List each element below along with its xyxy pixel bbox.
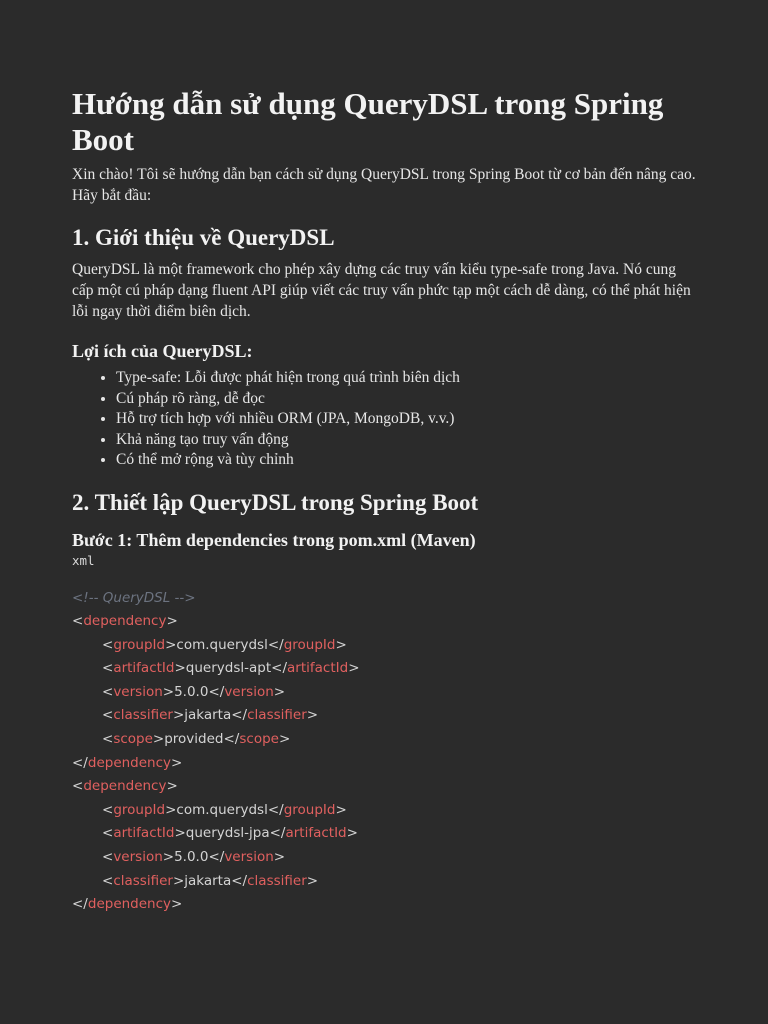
xml-value: 5.0.0 — [174, 849, 209, 866]
xml-value: querydsl-apt — [185, 660, 272, 677]
xml-tag: version — [224, 849, 274, 866]
code-line: <artifactId>querydsl-apt</artifactId> — [102, 660, 360, 677]
code-line — [72, 587, 696, 611]
xml-tag: classifier — [113, 872, 173, 889]
xml-tag: dependency — [83, 613, 167, 630]
xml-tag: scope — [239, 731, 279, 748]
xml-value: jakarta — [184, 872, 232, 889]
xml-tag: artifactId — [113, 660, 175, 677]
code-line: <dependency> — [72, 778, 178, 795]
xml-tag: groupId — [283, 636, 336, 653]
xml-value: querydsl-jpa — [185, 825, 270, 842]
xml-tag: dependency — [87, 754, 172, 771]
xml-tag: dependency — [87, 896, 172, 913]
list-item: • Cú pháp rõ ràng, dễ đọc — [116, 389, 696, 410]
benefits-heading: Lợi ích của QueryDSL: — [72, 341, 253, 361]
section1-paragraph: QueryDSL là một framework cho phép xây dựng các truy vấn kiểu type-safe trong Java. Nó cung cấp một cú pháp dạng fluent API giúp viết các truy vấn phức tạp một cách dễ dàng, có thể phát hiện lỗi ngay thời điểm biên dịch. — [72, 261, 691, 320]
list-item: • Type-safe: Lỗi được phát hiện trong quá trình biên dịch — [116, 368, 696, 389]
code-line: <classifier>jakarta</classifier> — [102, 707, 319, 724]
xml-tag: groupId — [113, 636, 166, 653]
code-line: <groupId>com.querydsl</groupId> — [102, 636, 347, 653]
code-comment: <!-- QueryDSL --> — [72, 589, 196, 606]
xml-tag: groupId — [113, 801, 166, 818]
intro-paragraph: Xin chào! Tôi sẽ hướng dẫn bạn cách sử dụng QueryDSL trong Spring Boot từ cơ bản đến nâng cao. Hãy bắt đầu: — [72, 166, 696, 204]
section2-heading: 2. Thiết lập QueryDSL trong Spring Boot — [72, 489, 479, 515]
xml-tag: version — [224, 683, 274, 700]
list-item: • Hỗ trợ tích hợp với nhiều ORM (JPA, MongoDB, v.v.) — [116, 409, 696, 430]
xml-tag: version — [113, 849, 163, 866]
code-line: <version>5.0.0</version> — [102, 683, 286, 700]
step1-heading: Bước 1: Thêm dependencies trong pom.xml (Maven) — [72, 529, 476, 550]
xml-tag: version — [113, 683, 163, 700]
code-block — [72, 587, 696, 917]
xml-value: jakarta — [184, 707, 232, 724]
code-line: <groupId>com.querydsl</groupId> — [102, 801, 347, 818]
page-title: Hướng dẫn sử dụng QueryDSL trong Spring Boot — [72, 86, 664, 157]
code-line: </dependency> — [72, 896, 183, 913]
code-line: <dependency> — [72, 613, 178, 630]
code-language-label: xml — [72, 552, 95, 568]
list-item: • Có thể mở rộng và tùy chỉnh — [116, 450, 696, 471]
code-line: <scope>provided</scope> — [102, 731, 291, 748]
benefits-list — [72, 368, 696, 471]
code-line: <version>5.0.0</version> — [102, 849, 286, 866]
code-line: <classifier>jakarta</classifier> — [102, 872, 319, 889]
xml-tag: artifactId — [285, 825, 347, 842]
xml-value: provided — [164, 731, 224, 748]
list-item: • Khả năng tạo truy vấn động — [116, 430, 696, 451]
code-line: <artifactId>querydsl-jpa</artifactId> — [102, 825, 358, 842]
xml-tag: artifactId — [287, 660, 349, 677]
xml-tag: dependency — [83, 778, 167, 795]
code-line: </dependency> — [72, 754, 183, 771]
xml-tag: groupId — [283, 801, 336, 818]
xml-tag: scope — [113, 731, 153, 748]
xml-tag: classifier — [113, 707, 173, 724]
xml-tag: classifier — [247, 707, 307, 724]
xml-tag: artifactId — [113, 825, 175, 842]
xml-tag: classifier — [247, 872, 307, 889]
xml-value: 5.0.0 — [174, 683, 209, 700]
section1-heading: 1. Giới thiệu về QueryDSL — [72, 225, 335, 250]
xml-value: com.querydsl — [176, 801, 268, 818]
xml-value: com.querydsl — [176, 636, 268, 653]
